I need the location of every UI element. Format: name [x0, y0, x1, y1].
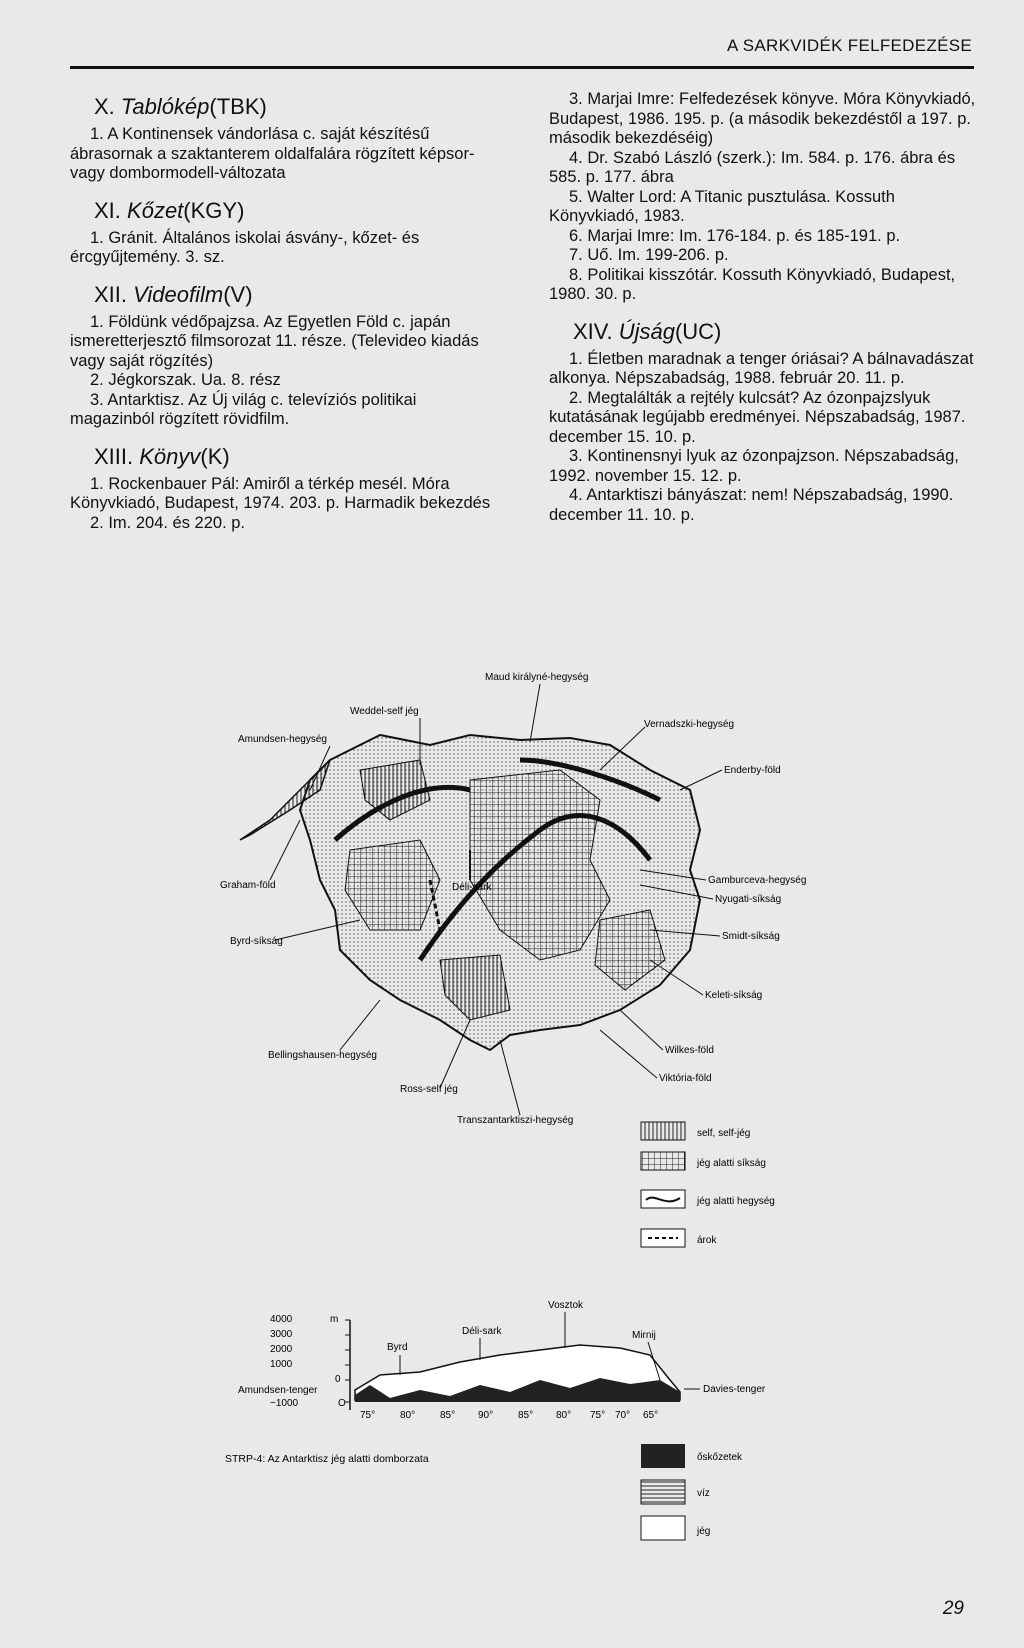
section-heading-13 — [94, 444, 500, 470]
profile-xtick: 80° — [556, 1410, 572, 1421]
label-transz: Transzantarktiszi-hegység — [457, 1115, 574, 1126]
legend-shelf: self, self-jég — [697, 1128, 751, 1139]
section-name: Tablókép — [120, 94, 210, 119]
label-graham: Graham-föld — [220, 880, 276, 891]
label-viktoria: Viktória-föld — [659, 1073, 712, 1084]
profile-byrd: Byrd — [387, 1342, 408, 1353]
page-number: 29 — [942, 1598, 964, 1619]
section-name: Kőzet — [127, 197, 184, 223]
profile-vosztok: Vosztok — [548, 1300, 584, 1311]
section-name: Könyv — [139, 443, 201, 469]
section-number: XII. — [94, 281, 128, 307]
elevation-profile — [238, 1300, 766, 1421]
profile-amundsen: Amundsen-tenger — [238, 1385, 318, 1396]
list-item: 1. Rockenbauer Pál: Amiről a térkép mesél. Móra Könyvkiadó, Budapest, 1974. 203. p. Harmadik bekezdés — [70, 474, 491, 512]
section-number: XI. — [94, 197, 121, 223]
legend-bedrock: őskőzetek — [697, 1452, 743, 1463]
profile-davies: Davies-tenger — [703, 1384, 766, 1395]
list-item: 4. Dr. Szabó László (szerk.): Im. 584. p. 176. ábra és 585. p. 177. ábra — [549, 148, 956, 186]
list-item: 2. Jégkorszak. Ua. 8. rész — [90, 371, 281, 389]
section-heading-11 — [94, 198, 500, 224]
antarctica-figure — [200, 660, 1020, 1537]
legend-water: víz — [697, 1488, 710, 1499]
list-item: 2. Megtalálták a rejtély kulcsát? Az ózonpajzslyuk kutatásának legújabb eredményei. Népszabadság, 1987. december 15. 10. p. — [549, 388, 966, 446]
profile-tick: 1000 — [270, 1359, 293, 1370]
profile-delisark: Déli-sark — [462, 1326, 502, 1337]
list-item: 3. Kontinensnyi lyuk az ózonpajzson. Népszabadság, 1992. november 15. 12. p. — [549, 447, 959, 485]
profile-xtick: 65° — [643, 1410, 659, 1421]
list-item: 5. Walter Lord: A Titanic pusztulása. Kossuth Könyvkiadó, 1983. — [549, 187, 895, 225]
legend-plain: jég alatti síkság — [697, 1158, 766, 1169]
map-legend — [641, 1122, 775, 1247]
profile-legend — [641, 1444, 743, 1540]
profile-xtick: 80° — [400, 1410, 416, 1421]
label-delisark: Déli-sark — [452, 882, 492, 893]
section-name: Videofilm — [133, 281, 224, 307]
list-item: 4. Antarktiszi bányászat: nem! Népszabadság, 1990. december 11. 10. p. — [549, 486, 954, 524]
list-item: 3. Antarktisz. Az Új világ c. televíziós politikai magazinból rögzített rövidfilm. — [70, 390, 417, 428]
list-item: 2. Im. 204. és 220. p. — [90, 513, 246, 532]
profile-tick: 4000 — [270, 1314, 293, 1325]
list-item: 3. Marjai Imre: Felfedezések könyve. Móra Könyvkiadó, Budapest, 1986. 195. p. (a második bekezdéstől a 197. p. második bekezdéséig) — [549, 90, 976, 147]
list-item: 1. A Kontinensek vándorlása c. saját készítésű ábrasornak a szaktanterem oldalfalára rögzített képsor- vagy dombormodell-változata — [70, 125, 475, 182]
profile-tick: 2000 — [270, 1344, 293, 1355]
section-code: (TBK) — [209, 94, 267, 119]
label-wilkes: Wilkes-föld — [665, 1045, 714, 1056]
label-byrd: Byrd-síkság — [230, 936, 283, 947]
header-rule — [70, 66, 974, 69]
label-vernadszki: Vernadszki-hegység — [644, 719, 735, 730]
section-number: XIII. — [94, 443, 134, 469]
left-column — [70, 94, 500, 533]
profile-unit: m — [330, 1314, 339, 1325]
section-code: (K) — [200, 443, 230, 469]
figure-caption: STRP-4: Az Antarktisz jég alatti domborzata — [225, 1453, 429, 1465]
profile-zero: O — [338, 1398, 346, 1409]
profile-xtick: 85° — [440, 1410, 456, 1421]
running-title: A SARKVIDÉK FELFEDEZÉSE — [727, 36, 972, 55]
section-code: (KGY) — [183, 197, 245, 223]
label-keleti: Keleti-síkság — [705, 990, 763, 1001]
label-bellingshausen: Bellingshausen-hegység — [268, 1050, 377, 1061]
profile-xtick: 70° — [615, 1410, 631, 1421]
right-column — [549, 90, 979, 525]
legend-trench: árok — [697, 1235, 717, 1246]
section-heading-14 — [573, 319, 979, 345]
section-heading-10 — [94, 94, 500, 120]
list-item: 1. Életben maradnak a tenger óriásai? A bálnavadászat alkonya. Népszabadság, 1988. február 20. 11. p. — [549, 349, 974, 387]
section-name: Újság — [618, 318, 675, 344]
section-number: X. — [94, 94, 115, 119]
profile-tick: 0 — [335, 1374, 341, 1385]
label-ross: Ross-self jég — [400, 1084, 458, 1095]
profile-xtick: 90° — [478, 1410, 494, 1421]
legend-ice: jég — [697, 1526, 711, 1537]
profile-tick: −1000 — [270, 1398, 299, 1409]
list-item: 7. Uő. Im. 199-206. p. — [569, 246, 729, 264]
label-nyugati: Nyugati-síkság — [715, 894, 782, 905]
list-item: 1. Földünk védőpajzsa. Az Egyetlen Föld c. japán ismeretterjesztő filmsorozat 11. része. (Televideo kiadás vagy saját rögzítés) — [70, 312, 479, 370]
profile-mirnij: Mirnij — [632, 1330, 656, 1341]
label-amundsen: Amundsen-hegység — [238, 734, 327, 745]
profile-xtick: 75° — [590, 1410, 606, 1421]
section-code: (UC) — [674, 318, 722, 344]
section-heading-12 — [94, 282, 500, 308]
section-number: XIV. — [573, 318, 613, 344]
list-item: 6. Marjai Imre: Im. 176-184. p. és 185-191. p. — [569, 226, 901, 245]
legend-mountain: jég alatti hegység — [697, 1196, 775, 1207]
label-enderby: Enderby-föld — [724, 765, 781, 776]
label-smidt: Smidt-síkság — [722, 931, 780, 942]
list-item: 1. Gránit. Általános iskolai ásvány-, kőzet- és ércgyűjtemény. 3. sz. — [70, 228, 420, 266]
label-gamburceva: Gamburceva-hegység — [708, 875, 807, 886]
profile-xtick: 75° — [360, 1410, 376, 1421]
profile-tick: 3000 — [270, 1329, 293, 1340]
label-maud: Maud királyné-hegység — [485, 672, 589, 683]
label-weddell: Weddel-self jég — [350, 706, 419, 717]
list-item: 8. Politikai kisszótár. Kossuth Könyvkiadó, Budapest, 1980. 30. p. — [549, 265, 956, 303]
section-code: (V) — [223, 281, 253, 307]
profile-xtick: 85° — [518, 1410, 534, 1421]
